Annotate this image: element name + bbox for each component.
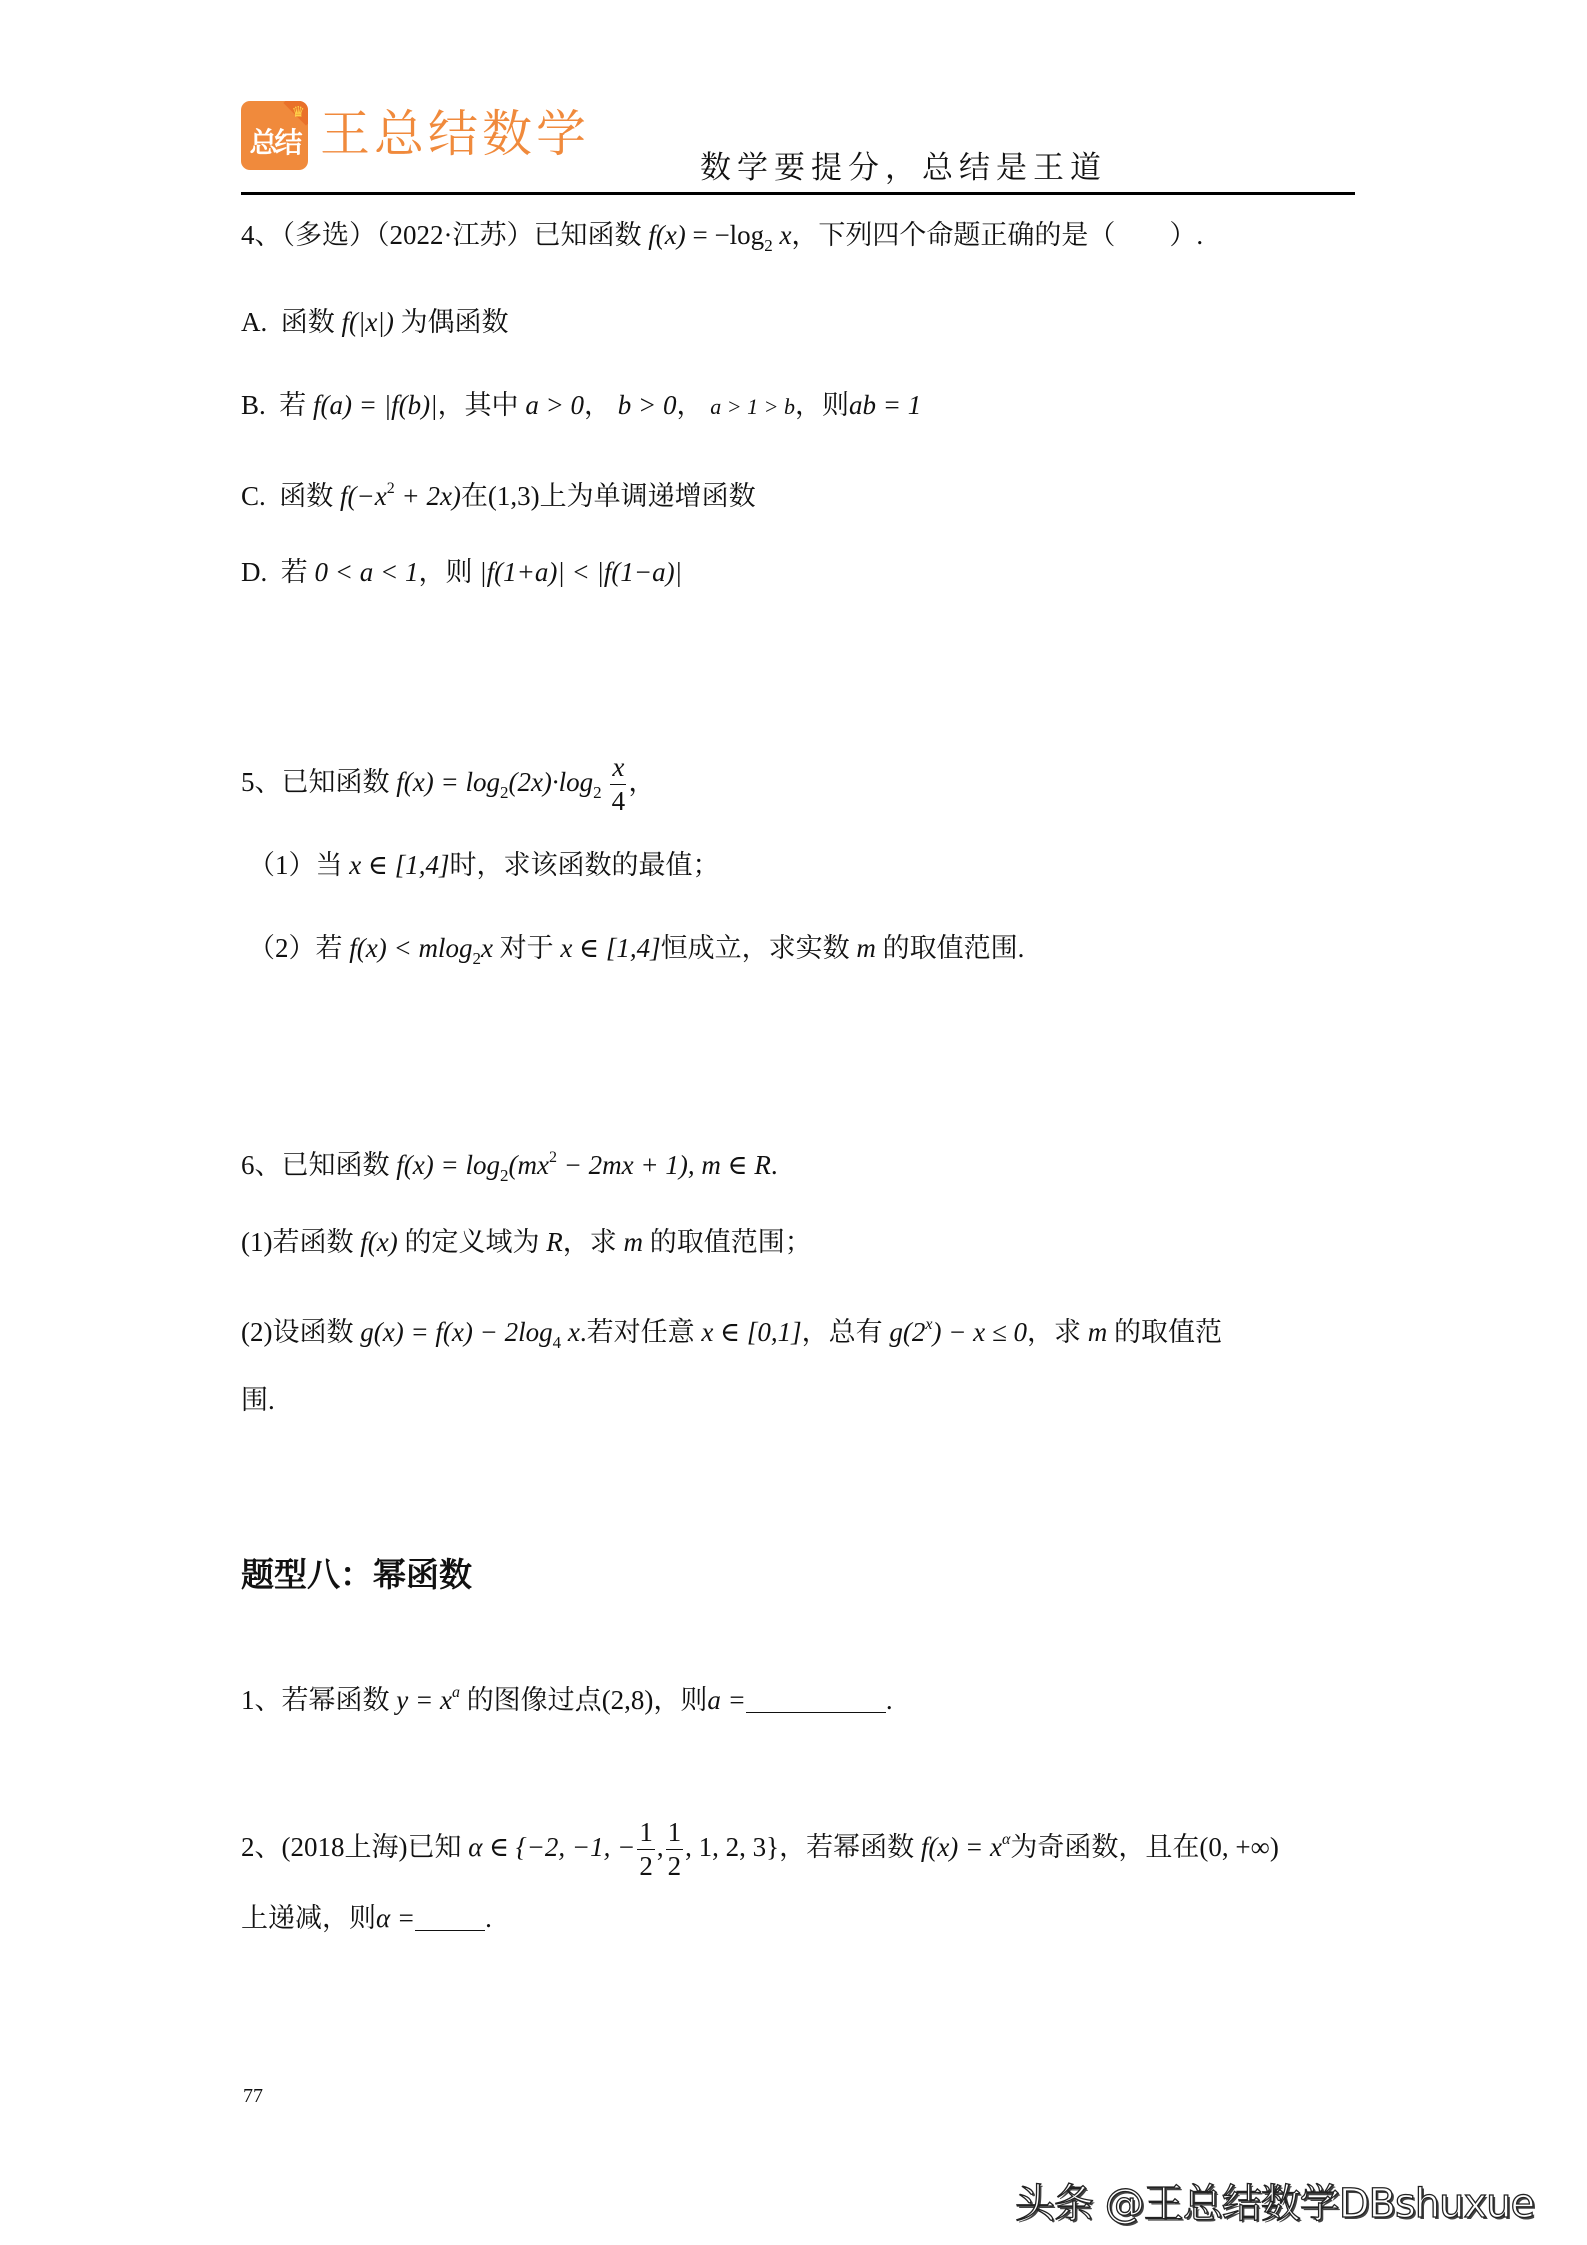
part-math: R xyxy=(546,1227,563,1257)
part-text: 对于 xyxy=(499,933,554,963)
part-math: x xyxy=(561,1317,580,1347)
question-math: y = x xyxy=(396,1685,452,1715)
option-math: + 2x) xyxy=(394,481,461,511)
fraction xyxy=(666,1819,684,1880)
question-suffix: . xyxy=(885,1685,893,1715)
option-text: 函数 xyxy=(279,481,334,511)
math-arg: x xyxy=(772,220,792,250)
question-4 xyxy=(241,218,1203,263)
part-text: 的定义域为 xyxy=(404,1227,540,1257)
question-math: , 1, 2, 3} xyxy=(685,1832,780,1862)
option-a xyxy=(241,305,509,339)
page-number: 77 xyxy=(243,2085,263,2107)
fraction xyxy=(610,754,626,815)
question-suffix: ， xyxy=(628,767,656,797)
question-text: (2018上海)已知 xyxy=(281,1832,462,1862)
part-math: x ∈ [1,4] xyxy=(349,850,450,880)
math-log-base: 2 xyxy=(764,236,773,255)
header-rule xyxy=(241,192,1355,195)
part-math: ) − x ≤ 0 xyxy=(932,1317,1027,1347)
math-lhs: f(x) = log xyxy=(396,767,500,797)
question-5-part-2 xyxy=(248,931,1024,976)
option-math: 0 < a < 1 xyxy=(314,557,419,587)
part-text: ，求 xyxy=(1026,1317,1081,1347)
math-lhs: f(x) = log xyxy=(396,1150,500,1180)
option-math: f(−x xyxy=(340,481,387,511)
option-text: 为偶函数 xyxy=(400,307,509,337)
question-number: 1、 xyxy=(241,1685,282,1715)
power-question-2-continuation xyxy=(241,1901,492,1935)
math-log-base: 2 xyxy=(593,783,602,802)
option-text: ，则 xyxy=(794,390,849,420)
question-math: a = xyxy=(707,1685,746,1715)
superscript: x xyxy=(925,1316,933,1333)
part-label: (2)设函数 xyxy=(241,1317,354,1347)
fraction-denominator: 4 xyxy=(611,786,626,817)
option-math: f(a) = |f(b)| xyxy=(313,390,438,420)
option-math: (1,3) xyxy=(487,481,540,511)
question-math: α = xyxy=(376,1903,416,1933)
question-6 xyxy=(241,1141,778,1193)
question-math: (2,8) xyxy=(601,1685,654,1715)
question-prefix: （多选）（2022·江苏）已知函数 xyxy=(281,220,642,250)
question-number: 6、 xyxy=(241,1150,282,1180)
part-math: x xyxy=(480,933,493,963)
option-text: 上为单调递增函数 xyxy=(539,481,756,511)
separator: ， xyxy=(676,390,704,420)
option-d xyxy=(241,555,682,589)
section-title: 题型八：幂函数 xyxy=(241,1555,472,1594)
answer-blank[interactable] xyxy=(746,1688,886,1713)
power-question-1 xyxy=(241,1676,893,1717)
question-math: (0, +∞) xyxy=(1199,1832,1279,1862)
superscript: 2 xyxy=(386,480,395,497)
part-math: x ∈ [0,1] xyxy=(701,1317,802,1347)
part-text: 恒成立，求实数 xyxy=(660,933,850,963)
part-text: 的取值范围； xyxy=(649,1227,812,1257)
part-label: （2）若 xyxy=(248,933,343,963)
power-question-2 xyxy=(241,1808,1279,1880)
part-math: f(x) < mlog xyxy=(349,933,473,963)
part-math: m xyxy=(1087,1317,1108,1347)
logo-badge-text: 总结 xyxy=(249,126,300,159)
question-6-part-1 xyxy=(241,1225,812,1259)
watermark: 头条 @王总结数学DBshuxue xyxy=(1015,2181,1535,2227)
option-text: 函数 xyxy=(280,307,335,337)
option-math: a > 1 > b xyxy=(710,394,795,419)
option-label: D. xyxy=(241,557,268,587)
question-suffix: . xyxy=(485,1903,492,1933)
math-arg: (mx xyxy=(508,1150,549,1180)
part-math: x ∈ [1,4] xyxy=(560,933,661,963)
math-eq: = −log xyxy=(692,220,765,250)
part-math: m xyxy=(623,1227,643,1257)
part-math: g(x) = f(x) − 2log xyxy=(360,1317,553,1347)
option-b xyxy=(241,388,921,424)
fraction-denominator: 2 xyxy=(639,1851,653,1882)
header-slogan: 数学要提分，总结是王道 xyxy=(700,150,1107,186)
question-text: ，则 xyxy=(653,1685,708,1715)
option-text: ，其中 xyxy=(437,390,519,420)
option-math: a > 0 xyxy=(525,390,585,420)
part-math: f(x) xyxy=(360,1227,398,1257)
math-fx: f(x) xyxy=(648,220,686,250)
question-5-part-1 xyxy=(248,848,720,882)
answer-blank[interactable] xyxy=(415,1906,485,1931)
crown-icon: ♛ xyxy=(291,105,305,121)
math-mid: (2x)·log xyxy=(508,767,594,797)
fraction-numerator: 1 xyxy=(666,1819,684,1850)
option-text: 若 xyxy=(280,557,308,587)
math-log-base: 4 xyxy=(552,1333,562,1352)
part-text: 时，求该函数的最值； xyxy=(449,850,720,880)
option-math: ab = 1 xyxy=(848,390,922,420)
part-math: g(2 xyxy=(889,1317,926,1347)
question-6-part-2 xyxy=(241,1308,1222,1360)
superscript: 2 xyxy=(548,1149,557,1166)
part-label: (1)若函数 xyxy=(241,1227,354,1257)
part-text: ，总有 xyxy=(801,1317,883,1347)
superscript: a xyxy=(451,1684,460,1701)
brand-name: 王总结数学 xyxy=(320,105,590,163)
option-text: 若 xyxy=(279,390,307,420)
part-label: （1）当 xyxy=(248,850,343,880)
question-prefix: 已知函数 xyxy=(281,767,390,797)
option-text: 在 xyxy=(460,481,488,511)
math-log-base: 2 xyxy=(499,1166,509,1185)
superscript: α xyxy=(1002,1831,1011,1848)
question-text: 为奇函数，且在 xyxy=(1010,1832,1200,1862)
logo-badge xyxy=(241,101,308,170)
question-text: 若幂函数 xyxy=(281,1685,390,1715)
question-6-part-2-continuation: 围. xyxy=(241,1385,275,1415)
option-math: b > 0 xyxy=(617,390,677,420)
part-text: 的取值范围. xyxy=(882,933,1025,963)
option-label: B. xyxy=(241,390,266,420)
question-text: 的图像过点 xyxy=(466,1685,602,1715)
question-5 xyxy=(241,752,655,823)
option-label: C. xyxy=(241,481,266,511)
question-math: f(x) = x xyxy=(920,1832,1002,1862)
option-c xyxy=(241,472,756,513)
question-suffix: . xyxy=(770,1150,778,1180)
separator: ， xyxy=(584,390,612,420)
part-text: 的取值范 xyxy=(1113,1317,1222,1347)
option-math: f(|x|) xyxy=(341,307,394,337)
part-math: m xyxy=(856,933,876,963)
math-arg: − 2mx + 1), m ∈ R xyxy=(556,1150,771,1180)
question-number: 2、 xyxy=(241,1832,282,1862)
math-log-base: 2 xyxy=(499,783,509,802)
question-number: 4、 xyxy=(241,220,282,250)
fraction-denominator: 2 xyxy=(667,1851,682,1882)
question-math: α ∈ {−2, −1, − xyxy=(468,1832,636,1862)
fraction-numerator: 1 xyxy=(637,1819,655,1850)
fraction-numerator: x xyxy=(610,754,626,785)
part-text: .若对任意 xyxy=(579,1317,695,1347)
question-text: ，若幂函数 xyxy=(779,1832,915,1862)
option-label: A. xyxy=(241,307,268,337)
separator: , xyxy=(656,1832,664,1862)
math-log-base: 2 xyxy=(472,949,481,968)
question-prefix: 已知函数 xyxy=(281,1150,390,1180)
question-text: 上递减，则 xyxy=(241,1903,376,1933)
fraction xyxy=(637,1819,655,1880)
option-math: |f(1+a)| < |f(1−a)| xyxy=(479,557,683,587)
question-suffix: ，下列四个命题正确的是（ ）. xyxy=(791,220,1204,250)
question-number: 5、 xyxy=(241,767,282,797)
part-text: ，求 xyxy=(562,1227,617,1257)
option-text: ，则 xyxy=(418,557,473,587)
